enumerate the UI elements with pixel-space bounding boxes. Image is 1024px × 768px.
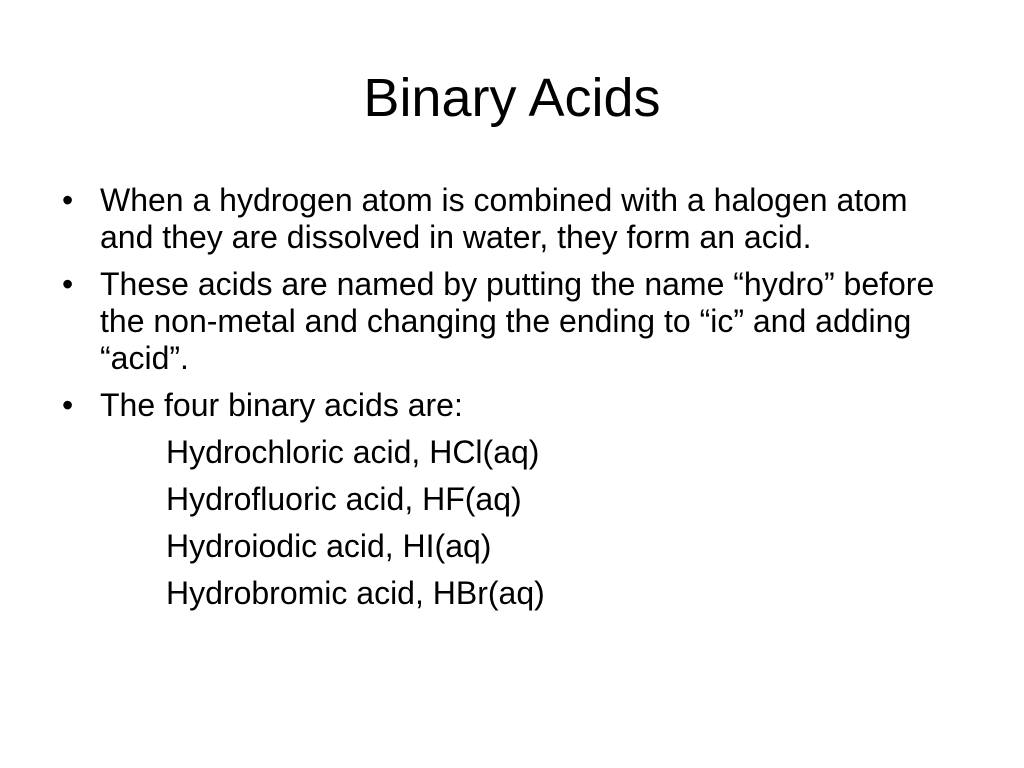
slide-title: Binary Acids (363, 68, 661, 128)
bullet-text: These acids are named by putting the name “hydro” before the non-metal and changing the ending to “ic” and adding “acid”. (100, 266, 935, 376)
acid-list-item: Hydrobromic acid, HBr(aq) (166, 575, 545, 611)
slide-content (62, 182, 962, 622)
bullet-item (62, 182, 962, 256)
acid-list-item: Hydroiodic acid, HI(aq) (166, 528, 492, 564)
acid-list-item: Hydrofluoric acid, HF(aq) (166, 481, 522, 517)
bullet-text: When a hydrogen atom is combined with a halogen atom and they are dissolved in water, they form an acid. (100, 182, 908, 255)
acid-list-item: Hydrochloric acid, HCl(aq) (166, 434, 540, 470)
binary-acid-list (62, 434, 962, 612)
bullet-item (62, 387, 962, 424)
bullet-mark: • (62, 182, 74, 218)
bullet-mark: • (62, 387, 74, 423)
bullet-item (62, 266, 962, 377)
bullet-text: The four binary acids are: (100, 387, 463, 423)
bullet-mark: • (62, 266, 74, 302)
